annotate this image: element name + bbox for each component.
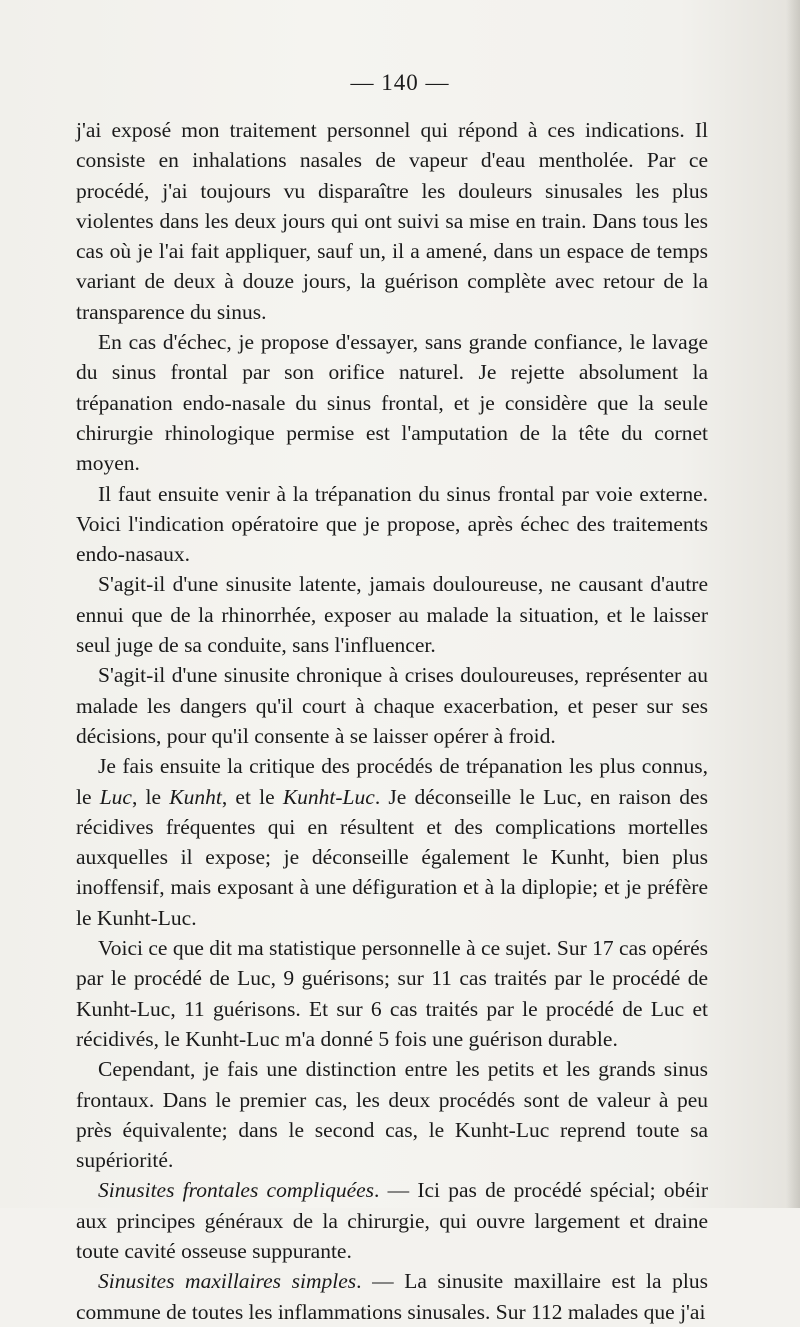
text-run: , et le bbox=[221, 784, 283, 809]
text-run: S'agit-il d'une sinusite chronique à crises douloureuses, représenter au malade les dangers qu'il court à chaque exacerbation, et peser sur ses décisions, pour qu'il consente à se laisser opérer à froid. bbox=[76, 663, 708, 748]
paragraph bbox=[76, 751, 708, 933]
paragraph bbox=[76, 933, 708, 1054]
text-run: . — La sinusite maxillaire est la plus commune de toutes les inflammations sinusales. Sur 112 malades que j'ai bbox=[76, 1269, 708, 1324]
text-run: Je fais ensuite la critique des procédés de trépanation les plus connus, le bbox=[76, 754, 708, 809]
text-run: Cependant, je fais une distinction entre les petits et les grands sinus frontaux. Dans le premier cas, les deux procédés sont de valeur à peu près équivalente; dans le second cas, le Kunht-Luc reprend toute sa supériorité. bbox=[76, 1057, 708, 1173]
text-run: En cas d'échec, je propose d'essayer, sans grande confiance, le lavage du sinus frontal par son orifice naturel. Je rejette absolument la trépanation endo-nasale du sinus frontal, et je considère que la seule chirurgie rhinologique permise est l'amputation de la tête du cornet moyen. bbox=[76, 330, 708, 476]
italic-text: Sinusites maxillaires simples bbox=[98, 1269, 357, 1294]
paragraph bbox=[76, 479, 708, 570]
text-run: S'agit-il d'une sinusite latente, jamais douloureuse, ne causant d'autre ennui que de la rhinorrhée, exposer au malade la situation, et le laisser seul juge de sa conduite, sans l'influencer. bbox=[76, 572, 708, 658]
italic-text: Kunht bbox=[169, 784, 222, 809]
paragraph bbox=[76, 327, 708, 478]
italic-text: Sinusites frontales compliquées bbox=[98, 1178, 375, 1203]
italic-text: Luc bbox=[99, 784, 132, 809]
body-text bbox=[76, 115, 708, 1327]
text-run: . Je déconseille le Luc, en raison des récidives fréquentes qui en résultent et des complications mortelles auxquelles il expose; je déconseille également le Kunht, bien plus inoffensif, mais exposant à une défiguration et à la diplopie; et je préfère le Kunht-Luc. bbox=[76, 784, 708, 930]
text-run: . — Ici pas de procédé spécial; obéir aux principes généraux de la chirurgie, qui ouvre largement et draine toute cavité osseuse suppurante. bbox=[76, 1178, 708, 1263]
italic-text: Kunht-Luc bbox=[282, 784, 375, 809]
paragraph bbox=[76, 1175, 708, 1266]
paragraph bbox=[76, 569, 708, 660]
paragraph bbox=[76, 660, 708, 751]
text-run: j'ai exposé mon traitement personnel qui répond à ces indications. Il consiste en inhalations nasales de vapeur d'eau mentholée. Par ce procédé, j'ai toujours vu disparaître les douleurs sinusales les plus violentes dans les deux jours qui ont suivi sa mise en train. Dans tous les cas où je l'ai fait appliquer, sauf un, il a amené, dans un espace de temps variant de deux à douze jours, la guérison complète avec retour de la transparence du sinus. bbox=[76, 118, 708, 324]
page-number: — 140 — bbox=[350, 70, 450, 95]
text-run: Il faut ensuite venir à la trépanation du sinus frontal par voie externe. Voici l'indication opératoire que je propose, après échec des traitements endo-nasaux. bbox=[76, 481, 708, 567]
page-edge-shadow bbox=[786, 0, 800, 1208]
paragraph bbox=[76, 115, 708, 327]
paragraph bbox=[76, 1266, 708, 1327]
paragraph bbox=[76, 1054, 708, 1175]
text-run: , le bbox=[131, 784, 170, 809]
text-run: Voici ce que dit ma statistique personnelle à ce sujet. Sur 17 cas opérés par le procédé de Luc, 9 guérisons; sur 11 cas traités par le procédé de Kunht-Luc, 11 guérisons. Et sur 6 cas traités par le procédé de Luc et récidivés, le Kunht-Luc m'a donné 5 fois une guérison durable. bbox=[76, 936, 708, 1051]
